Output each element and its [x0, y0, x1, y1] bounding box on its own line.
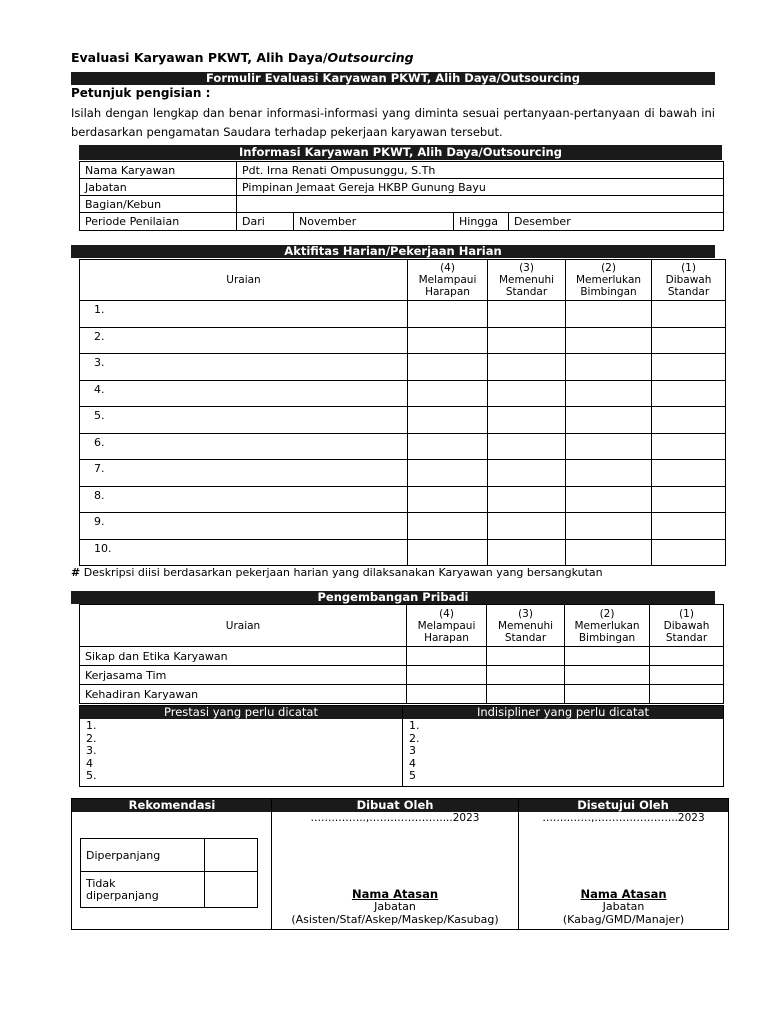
activities-col-2: (2) Memerlukan Bimbingan [566, 260, 652, 301]
activities-col-3: (3) Memenuhi Standar [488, 260, 566, 301]
employee-info-table [79, 161, 724, 231]
approval-section [71, 798, 729, 930]
personal-bar: Pengembangan Pribadi [71, 591, 715, 604]
from-value[interactable]: November [294, 213, 454, 231]
personal-col-3: (3) Memenuhi Standar [487, 605, 565, 647]
table-row: 5. [80, 407, 726, 434]
recommendation-header: Rekomendasi [72, 799, 272, 812]
personal-col-4: (4) Melampaui Harapan [407, 605, 487, 647]
achievements-header: Prestasi yang perlu dicatat [80, 706, 402, 719]
activities-bar: Aktifitas Harian/Pekerjaan Harian [71, 245, 715, 258]
list-item: 4 [86, 756, 93, 770]
list-item: 4 [409, 756, 416, 770]
option-extend-label: Diperpanjang [81, 839, 205, 872]
approved-date-line[interactable]: ……..……,…………………...2023 [542, 812, 705, 824]
list-item: 3 [409, 744, 416, 757]
personal-col-1: (1) Dibawah Standar [650, 605, 724, 647]
option-not-extend-label: Tidak diperpanjang [81, 872, 205, 908]
list-item: 2. [86, 731, 97, 745]
table-row: Kerjasama Tim [80, 666, 724, 685]
list-item: 1. [86, 719, 97, 732]
table-row: Kehadiran Karyawan [80, 685, 724, 704]
notes-divider [402, 706, 403, 786]
period-label: Periode Penilaian [80, 213, 237, 231]
table-row: 4. [80, 380, 726, 407]
approved-by-header: Disetujui Oleh [518, 799, 728, 812]
instructions-text: Isilah dengan lengkap dan benar informasi-informasi yang diminta sesuai pertanyaan-pertanyaan di bawah ini berdasarkan pengamatan Saudara terhadap pekerjaan karyawan tersebut. [71, 106, 715, 139]
personal-col-desc: Uraian [80, 605, 407, 647]
list-item: 3. [86, 744, 97, 757]
achievements-list[interactable] [86, 720, 97, 783]
activities-note: # Deskripsi diisi berdasarkan pekerjaan harian yang dilaksanakan Karyawan yang bersangkutan [71, 566, 603, 579]
to-label: Hingga [454, 213, 509, 231]
table-row: 3. [80, 354, 726, 381]
to-value[interactable]: Desember [509, 213, 724, 231]
approved-name: Nama Atasan [580, 887, 667, 901]
table-row: 10. [80, 539, 726, 566]
activities-table [79, 259, 726, 566]
activities-col-1: (1) Dibawah Standar [652, 260, 726, 301]
form-title-bar: Formulir Evaluasi Karyawan PKWT, Alih Daya/Outsourcing [71, 72, 715, 85]
list-item: 1. [409, 719, 420, 732]
table-row: Sikap dan Etika Karyawan [80, 647, 724, 666]
discipline-list[interactable] [409, 720, 420, 783]
table-row: 6. [80, 433, 726, 460]
activities-col-desc: Uraian [80, 260, 408, 301]
personal-table [79, 604, 724, 704]
made-date-line[interactable]: ……..……..,…………………...2023 [310, 812, 480, 824]
name-label: Nama Karyawan [80, 162, 237, 179]
option-not-extend-box[interactable] [205, 872, 258, 908]
table-row: 9. [80, 513, 726, 540]
made-roles: (Asisten/Staf/Askep/Maskep/Kasubag) [291, 913, 499, 926]
name-value[interactable]: Pdt. Irna Renati Ompusunggu, S.Th [237, 162, 724, 179]
list-item: 5. [86, 769, 97, 782]
made-by-header: Dibuat Oleh [272, 799, 518, 812]
activities-col-4: (4) Melampaui Harapan [408, 260, 488, 301]
approved-title: Jabatan [602, 900, 645, 913]
table-row: 1. [80, 301, 726, 328]
document-title: Evaluasi Karyawan PKWT, Alih Daya/Outsourcing [71, 50, 414, 65]
from-label: Dari [237, 213, 294, 231]
list-item: 2. [409, 731, 420, 745]
made-name: Nama Atasan [351, 887, 439, 901]
table-row: 7. [80, 460, 726, 487]
dept-value[interactable] [237, 196, 724, 213]
discipline-header: Indisipliner yang perlu dicatat [403, 706, 723, 719]
table-row: 8. [80, 486, 726, 513]
table-row: 2. [80, 327, 726, 354]
made-title: Jabatan [374, 900, 416, 913]
info-header: Informasi Karyawan PKWT, Alih Daya/Outsourcing [79, 145, 722, 160]
personal-col-2: (2) Memerlukan Bimbingan [565, 605, 650, 647]
list-item: 5 [409, 769, 416, 782]
approved-roles: (Kabag/GMD/Manajer) [562, 913, 685, 926]
position-label: Jabatan [80, 179, 237, 196]
recommendation-options [80, 838, 258, 908]
option-extend-box[interactable] [205, 839, 258, 872]
dept-label: Bagian/Kebun [80, 196, 237, 213]
position-value[interactable]: Pimpinan Jemaat Gereja HKBP Gunung Bayu [237, 179, 724, 196]
notes-box [79, 705, 724, 787]
instructions-heading: Petunjuk pengisian : [71, 86, 211, 100]
